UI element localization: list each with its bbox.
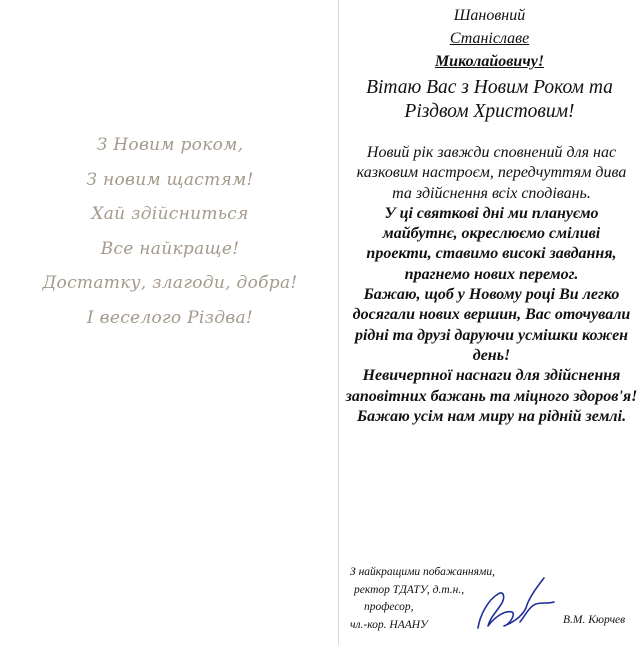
poem-line: З Новим роком, xyxy=(96,135,244,155)
greeting-body xyxy=(343,143,640,427)
poem-line: З новим щастям! xyxy=(86,169,254,190)
salutation-patronymic: Миколайовичу! xyxy=(434,53,545,70)
title-line: Різдвом Христовим! xyxy=(404,101,575,122)
body-line: проекти, ставимо високі завдання, xyxy=(366,245,617,263)
poem-line: Все найкраще! xyxy=(100,238,240,259)
body-line: Новий рік завжди сповнений для нас xyxy=(366,144,617,161)
body-line: У ці святкові дні ми плануємо xyxy=(384,204,599,222)
body-line: досягали нових вершин, Вас оточували xyxy=(352,306,631,324)
body-line: майбутнє, окреслюємо сміливі xyxy=(382,225,601,243)
signoff-title: чл.-кор. НААНУ xyxy=(350,618,428,631)
greeting-title xyxy=(339,76,640,124)
body-line: прагнемо нових перемог. xyxy=(404,265,579,283)
new-year-poem xyxy=(30,128,310,335)
poem-line: І веселого Різдва! xyxy=(86,307,254,328)
signoff-line: З найкращими побажаннями, xyxy=(350,566,495,578)
body-line: заповітних бажань та міцного здоров'я! xyxy=(345,387,638,405)
signature-icon xyxy=(470,570,560,640)
signoff-title: професор, xyxy=(364,601,414,613)
body-line: Бажаю, щоб у Новому році Ви легко xyxy=(363,286,620,304)
title-line: Вітаю Вас з Новим Роком та xyxy=(366,77,613,98)
body-line: день! xyxy=(472,346,511,364)
poem-line: Достатку, злагоди, добра! xyxy=(42,273,298,293)
salutation-line: Шановний xyxy=(453,7,526,24)
body-line: Бажаю усім нам миру на рідній землі. xyxy=(356,407,627,425)
signoff-title: ректор ТДАТУ, д.т.н., xyxy=(354,583,465,596)
body-line: та здійснення всіх сподівань. xyxy=(392,184,591,202)
body-line: казковим настроєм, передчуттям дива xyxy=(356,164,627,182)
poem-line: Хай здійсниться xyxy=(91,204,249,224)
body-line: Невичерпної наснаги для здійснення xyxy=(362,367,621,385)
salutation xyxy=(339,4,640,73)
salutation-first-name: Станіславе xyxy=(449,30,530,47)
body-line: рідні та друзі даруючи усмішки кожен xyxy=(354,326,629,344)
signer-name: В.М. Кюрчев xyxy=(563,614,626,626)
